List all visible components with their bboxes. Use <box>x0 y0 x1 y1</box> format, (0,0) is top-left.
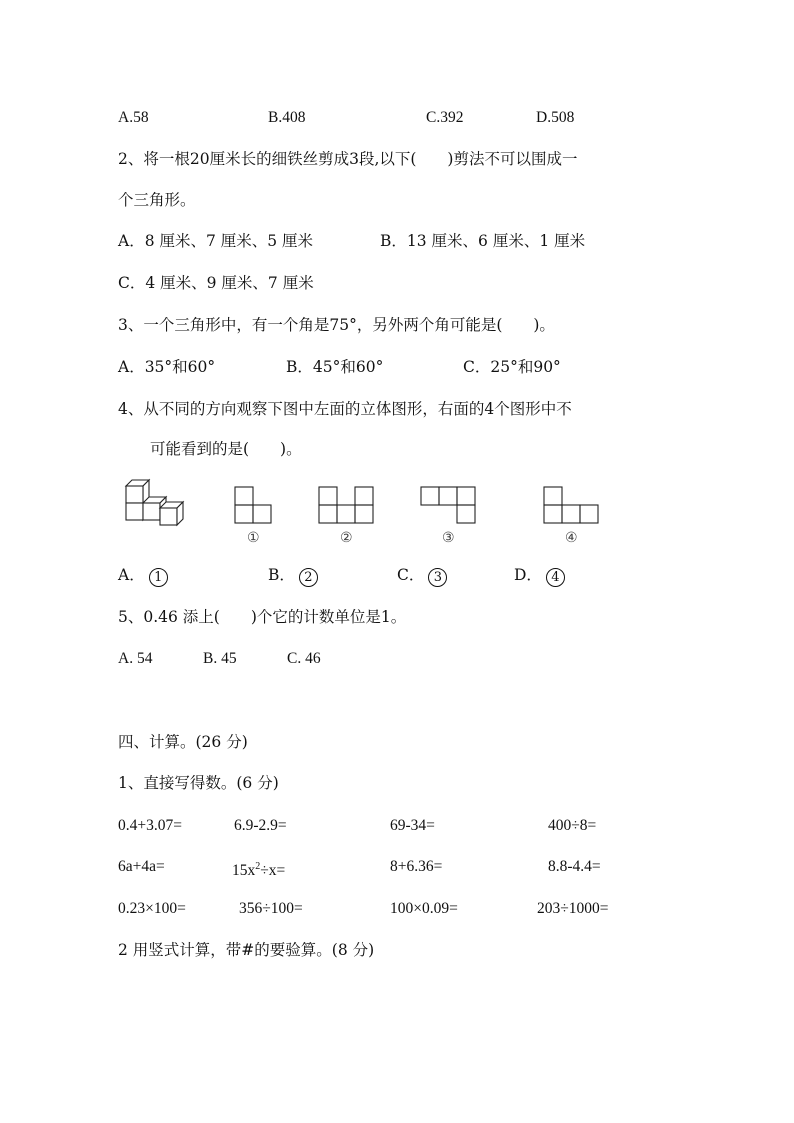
q2-option-c: C．4 厘米、9 厘米、7 厘米 <box>118 274 314 292</box>
section4-sub1: 1、直接写得数。(6 分) <box>118 774 279 792</box>
q5-option-b: B. 45 <box>203 650 237 667</box>
q3-stem: 3、一个三角形中，有一个角是75°，另外两个角可能是( )。 <box>118 316 555 334</box>
calc-r2-2-post: ÷x= <box>260 862 286 879</box>
q4-option-a <box>118 565 168 587</box>
calc-r3-1: 0.23×100= <box>118 900 186 917</box>
calc-r1-2: 6.9-2.9= <box>234 817 287 834</box>
q3-option-c: C．25°和90° <box>463 358 561 376</box>
section4-title: 四、计算。(26 分) <box>118 733 248 751</box>
q2-stem-line1: 2、将一根20厘米长的细铁丝剪成3段,以下( )剪法不可以围成一 <box>118 150 578 168</box>
figure-label-3: ③ <box>442 530 455 546</box>
view-figure-2 <box>318 486 378 526</box>
calc-r2-3: 8+6.36= <box>390 858 443 875</box>
calc-r2-2-pre: 15x <box>232 862 256 879</box>
view-figure-3 <box>420 486 480 526</box>
calc-r1-3: 69-34= <box>390 817 435 834</box>
q2-stem-line2: 个三角形。 <box>118 191 196 209</box>
calc-r3-3: 100×0.09= <box>390 900 458 917</box>
q4-option-d-letter: D． <box>514 566 542 584</box>
q1-option-c: C.392 <box>426 109 464 126</box>
q3-option-b: B．45°和60° <box>286 358 384 376</box>
section4-sub2: 2 用竖式计算，带#的要验算。(8 分) <box>118 941 375 959</box>
calc-r2-4: 8.8-4.4= <box>548 858 601 875</box>
q4-option-c-letter: C． <box>397 566 425 584</box>
q4-stem-line1: 4、从不同的方向观察下图中左面的立体图形，右面的4个图形中不 <box>118 400 572 418</box>
q4-option-a-mark: 1 <box>149 568 168 587</box>
q5-option-c: C. 46 <box>287 650 321 667</box>
q4-option-d <box>514 565 565 587</box>
calc-r2-2 <box>232 857 285 881</box>
solid-cube-figure <box>120 478 195 538</box>
view-figure-1 <box>234 486 274 526</box>
figure-label-4: ④ <box>565 530 578 546</box>
q1-option-d: D.508 <box>536 109 575 126</box>
q4-option-d-mark: 4 <box>546 568 565 587</box>
q4-stem-line2: 可能看到的是( )。 <box>150 440 302 458</box>
calc-r1-4: 400÷8= <box>548 817 597 834</box>
figure-label-1: ① <box>247 530 260 546</box>
q4-option-c <box>397 565 447 587</box>
q2-option-a: A．8 厘米、7 厘米、5 厘米 <box>118 232 314 250</box>
q4-option-a-letter: A． <box>118 566 145 584</box>
calc-r1-1: 0.4+3.07= <box>118 817 182 834</box>
q1-option-b: B.408 <box>268 109 306 126</box>
q3-option-a: A．35°和60° <box>118 358 216 376</box>
q4-option-c-mark: 3 <box>428 568 447 587</box>
q1-option-a: A.58 <box>118 109 149 126</box>
q5-stem: 5、0.46 添上( )个它的计数单位是1。 <box>118 608 407 626</box>
q4-option-b-letter: B． <box>268 566 295 584</box>
calc-r2-1: 6a+4a= <box>118 858 165 875</box>
calc-r3-4: 203÷1000= <box>537 900 609 917</box>
calc-r3-2: 356÷100= <box>239 900 303 917</box>
calc-r2-2-sup: 2 <box>255 861 261 872</box>
figure-label-2: ② <box>340 530 353 546</box>
q4-option-b <box>268 565 318 587</box>
q4-option-b-mark: 2 <box>299 568 318 587</box>
q2-option-b: B．13 厘米、6 厘米、1 厘米 <box>380 232 586 250</box>
q5-option-a: A. 54 <box>118 650 153 667</box>
view-figure-4 <box>543 486 603 526</box>
